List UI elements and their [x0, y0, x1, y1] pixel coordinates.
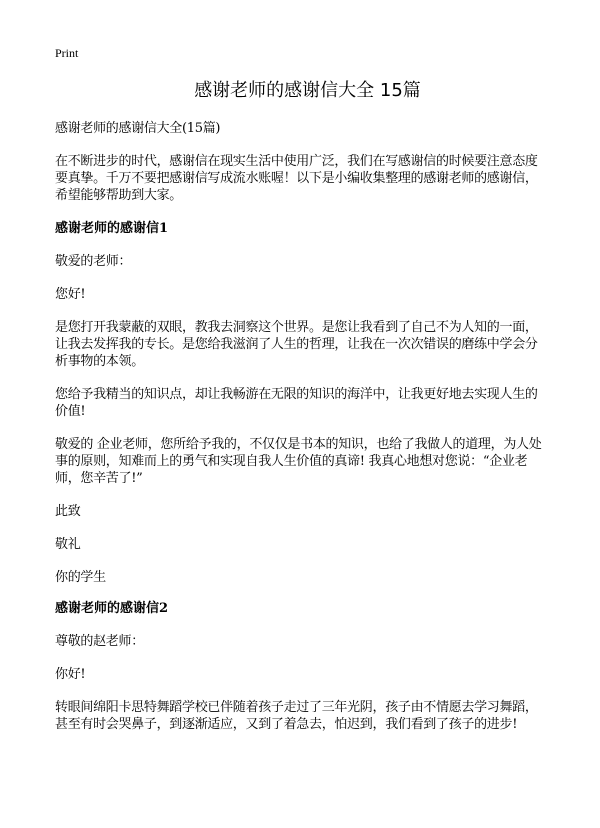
letter-2-hello: 你好!: [55, 667, 86, 682]
letter-1-closing-2: 敬礼: [55, 537, 81, 552]
letter-2-heading: 感谢老师的感谢信2: [55, 601, 169, 616]
letter-1: [55, 220, 545, 586]
letter-1-paragraph-1: 是您打开我蒙蔽的双眼，教我去洞察这个世界。是您让我看到了自己不为人知的一面，让我去发挥我的专长。是您给我滋润了人生的哲理，让我在一次次错误的磨练中学会分析事物的本领。: [55, 320, 538, 369]
letter-1-heading: 感谢老师的感谢信1: [55, 221, 169, 236]
letter-2-paragraph-1: 转眼间绵阳卡思特舞蹈学校已伴随着孩子走过了三年光阴，孩子由不情愿去学习舞蹈，甚至有时会哭鼻子，到逐渐适应，又到了着急去，怕迟到，我们看到了孩子的进步!: [55, 700, 538, 732]
page-title: 感谢老师的感谢信大全 15篇: [194, 80, 421, 101]
letter-1-greeting: 敬爱的老师：: [55, 254, 132, 269]
intro-paragraph: 在不断进步的时代，感谢信在现实生活中使用广泛，我们在写感谢信的时候要注意态度要真挚。千万不要把感谢信写成流水账喔！以下是小编收集整理的感谢老师的感谢信，希望能够帮助到大家。: [55, 154, 538, 203]
letter-1-paragraph-2: 您给予我精当的知识点，却让我畅游在无限的知识的海洋中，让我更好地去实现人生的价值!: [55, 387, 538, 419]
letter-2: [55, 600, 545, 733]
subtitle: 感谢老师的感谢信大全(15篇): [55, 121, 221, 136]
letter-2-greeting: 尊敬的赵老师：: [55, 634, 144, 649]
letter-1-hello: 您好!: [55, 287, 86, 302]
print-label[interactable]: Print: [55, 46, 79, 60]
letter-1-closing-1: 此致: [55, 504, 81, 519]
letter-1-paragraph-3: 敬爱的 企业老师，您所给予我的，不仅仅是书本的知识，也给了我做人的道理，为人处事的原则，知难而上的勇气和实现自我人生价值的真谛! 我真心地想对您说：“企业老师，您辛苦了!”: [55, 437, 542, 486]
letter-1-signature: 你的学生: [55, 570, 106, 585]
document-body: [55, 120, 545, 749]
document-page: [55, 0, 560, 828]
